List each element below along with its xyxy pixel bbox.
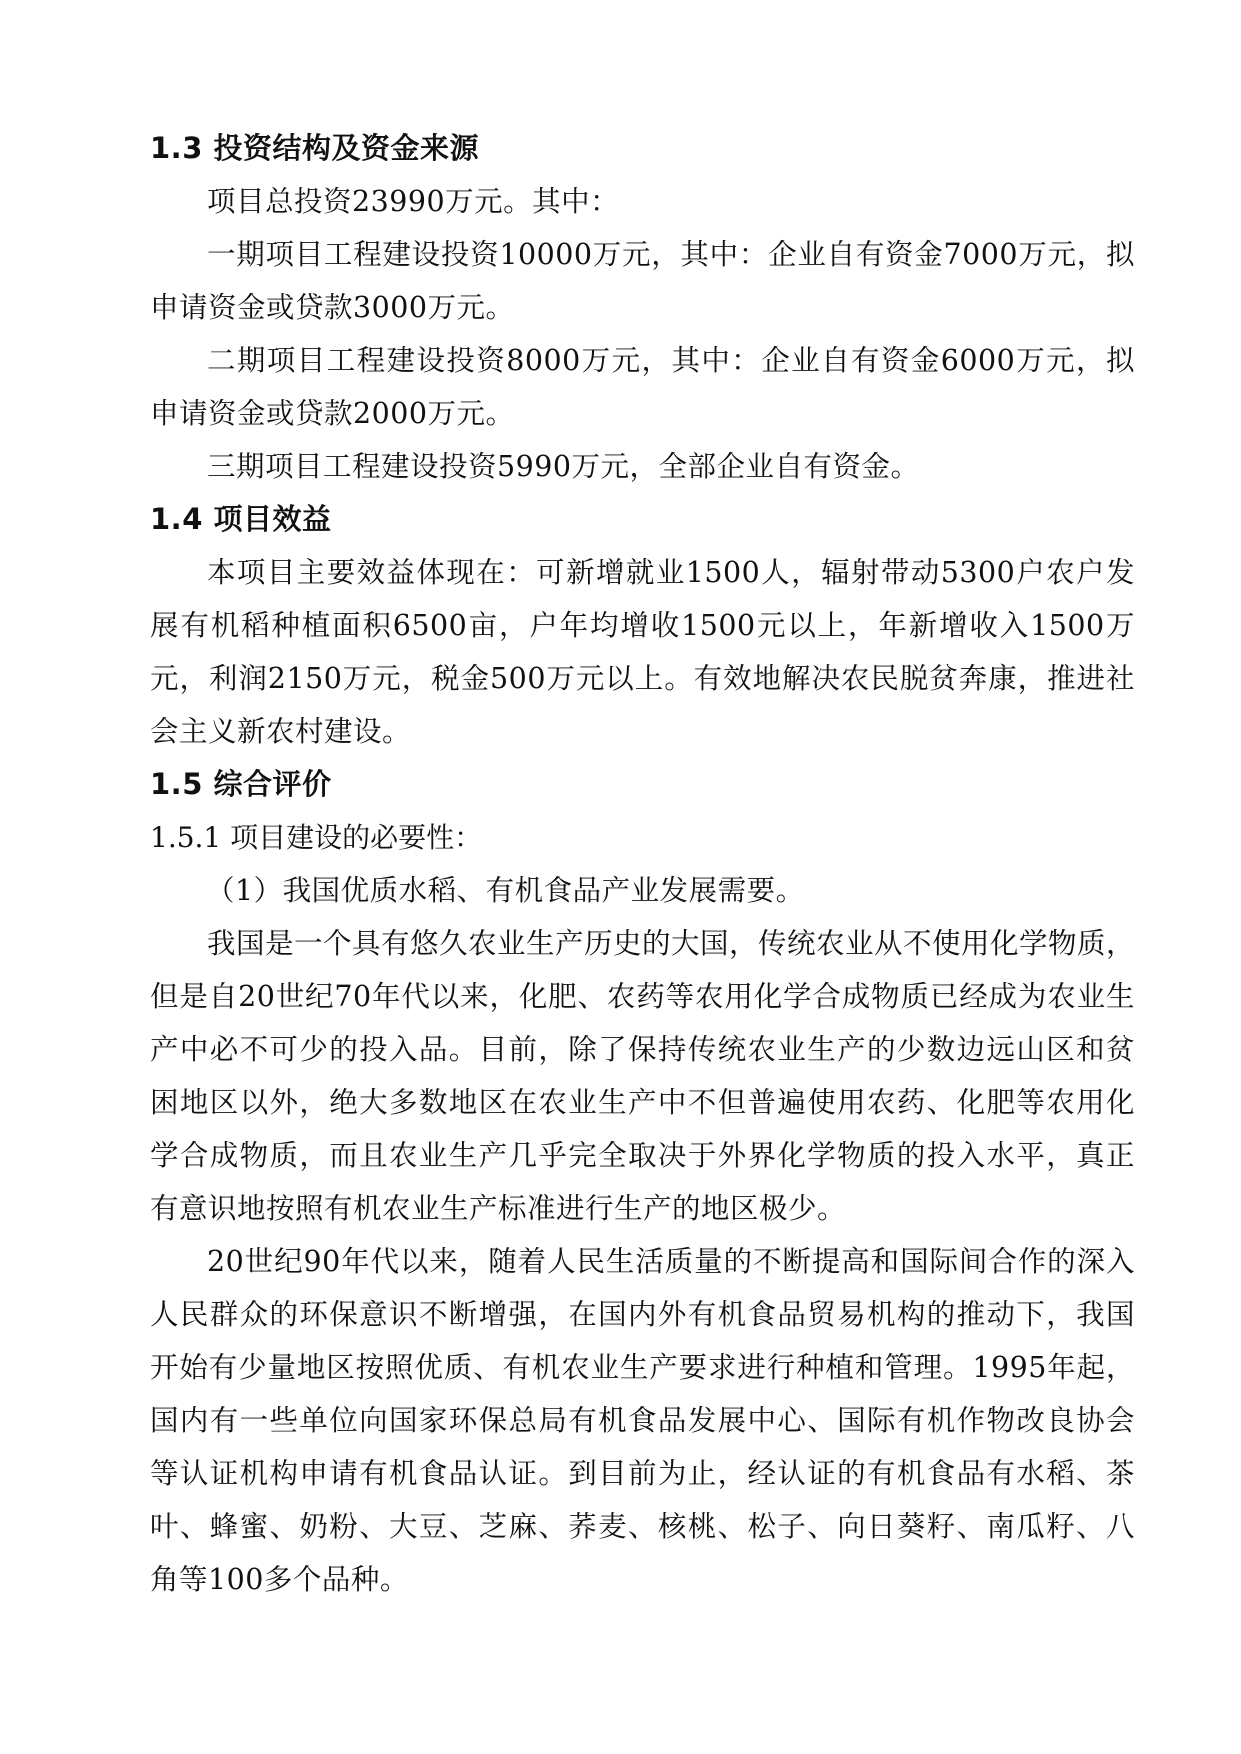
heading-1-5: 1.5 综合评价: [150, 767, 332, 801]
paragraph-organic-development: 20世纪90年代以来，随着人民生活质量的不断提高和国际间合作的深入人民群众的环保意识不断增强，在国内外有机食品贸易机构的推动下，我国开始有少量地区按照优质、有机农业生产要求进行种植和管理。1995年起，国内有一些单位向国家环保总局有机食品发展中心、国际有机作物改良协会等认证机构申请有机食品认证。到目前为止，经认证的有机食品有水稻、茶叶、蜂蜜、奶粉、大豆、芝麻、荞麦、核桃、松子、向日葵籽、南瓜籽、八角等100多个品种。: [150, 1245, 1135, 1596]
paragraph-phase-three: 三期项目工程建设投资5990万元，全部企业自有资金。: [207, 450, 920, 483]
heading-1-5-1: 1.5.1 项目建设的必要性：: [150, 821, 483, 854]
paragraph-benefits: 本项目主要效益体现在：可新增就业1500人，辐射带动5300户农户发展有机稻种植面积6500亩，户年均增收1500元以上，年新增收入1500万元，利润2150万元，税金500万元以上。有效地解决农民脱贫奔康，推进社会主义新农村建设。: [150, 556, 1135, 748]
document-page: [150, 122, 1135, 1606]
paragraph-total-investment: 项目总投资23990万元。其中：: [207, 185, 620, 218]
paragraph-phase-one: 一期项目工程建设投资10000万元，其中：企业自有资金7000万元，拟申请资金或贷款3000万元。: [150, 238, 1135, 324]
paragraph-agriculture-history: 我国是一个具有悠久农业生产历史的大国，传统农业从不使用化学物质，但是自20世纪70年代以来，化肥、农药等农用化学合成物质已经成为农业生产中必不可少的投入品。目前，除了保持传统农业生产的少数边远山区和贫困地区以外，绝大多数地区在农业生产中不但普遍使用农药、化肥等农用化学合成物质，而且农业生产几乎完全取决于外界化学物质的投入水平，真正有意识地按照有机农业生产标准进行生产的地区极少。: [150, 927, 1136, 1225]
list-item-1: （1）我国优质水稻、有机食品产业发展需要。: [206, 874, 805, 907]
heading-1-3: 1.3 投资结构及资金来源: [150, 131, 479, 165]
paragraph-phase-two: 二期项目工程建设投资8000万元，其中：企业自有资金6000万元，拟申请资金或贷款2000万元。: [150, 344, 1135, 430]
heading-1-4: 1.4 项目效益: [150, 502, 332, 536]
